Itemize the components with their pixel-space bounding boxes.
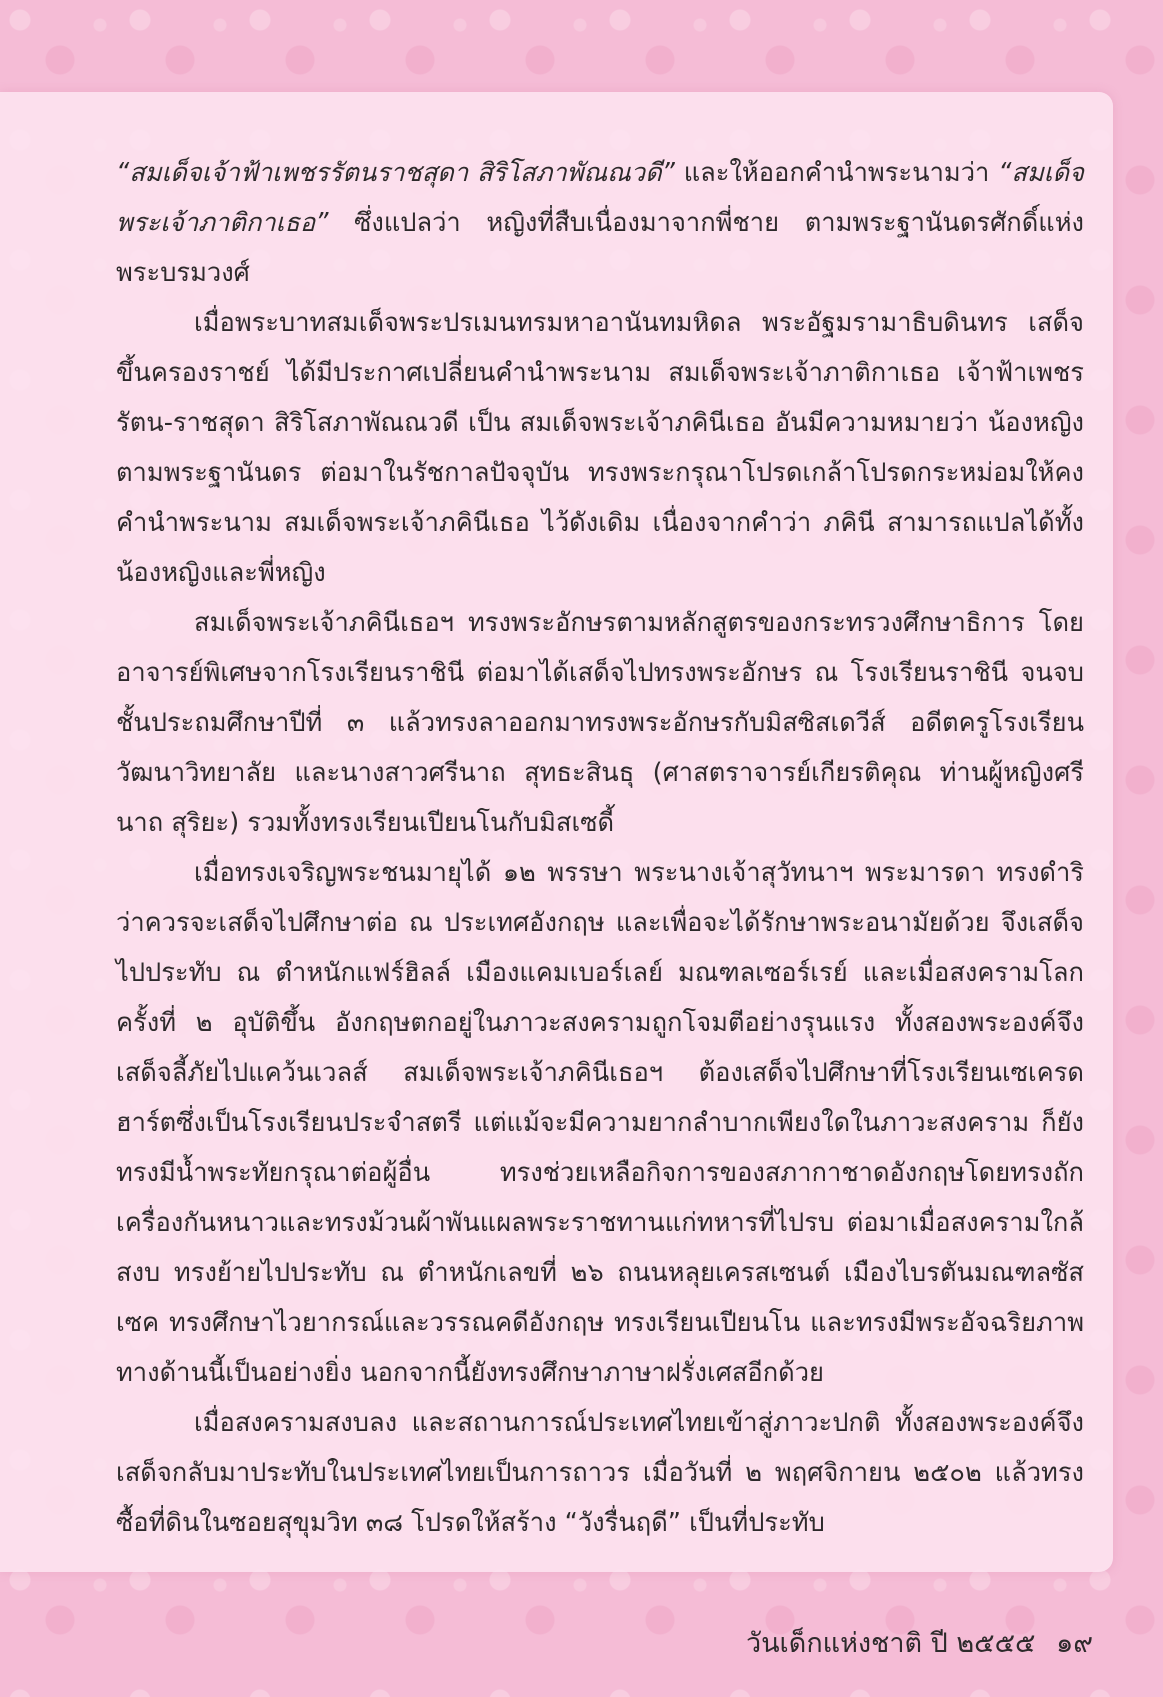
page-number: ๑๙	[1056, 1628, 1093, 1659]
paragraph-1	[116, 148, 1084, 298]
page-footer	[734, 1626, 1093, 1662]
paragraph-3: สมเด็จพระเจ้าภคินีเธอฯ ทรงพระอักษรตามหลักสูตรของกระทรวงศึกษาธิการ โดยอาจารย์พิเศษจากโรงเรียนราชินี ต่อมาได้เสด็จไปทรงพระอักษร ณ โรงเรียนราชินี จนจบชั้นประถมศึกษาปีที่ ๓ แล้วทรงลาออกมาทรงพระอักษรกับมิสซิสเดวีส์ อดีตครูโรงเรียนวัฒนาวิทยาลัย และนางสาวศรีนาถ สุทธะสินธุ (ศาสตราจารย์เกียรติคุณ ท่านผู้หญิงศรีนาถ สุริยะ) รวมทั้งทรงเรียนเปียนโนกับมิสเซดี้	[116, 608, 1084, 838]
paragraph-4: เมื่อทรงเจริญพระชนมายุได้ ๑๒ พรรษา พระนางเจ้าสุวัทนาฯ พระมารดา ทรงดำริว่าควรจะเสด็จไปศึกษาต่อ ณ ประเทศอังกฤษ และเพื่อจะได้รักษาพระอนามัยด้วย จึงเสด็จไปประทับ ณ ตำหนักแฟร์ฮิลล์ เมืองแคมเบอร์เลย์ มณฑลเซอร์เรย์ และเมื่อสงครามโลกครั้งที่ ๒ อุบัติขึ้น อังกฤษตกอยู่ในภาวะสงครามถูกโจมตีอย่างรุนแรง ทั้งสองพระองค์จึงเสด็จลี้ภัยไปแคว้นเวลส์ สมเด็จพระเจ้าภคินีเธอฯ ต้องเสด็จไปศึกษาที่โรงเรียนเซเครดฮาร์ตซึ่งเป็นโรงเรียนประจำสตรี แต่แม้จะมีความยากลำบากเพียงใดในภาวะสงคราม ก็ยังทรงมีน้ำพระทัยกรุณาต่อผู้อื่น ทรงช่วยเหลือกิจการของสภากาชาดอังกฤษโดยทรงถักเครื่องกันหนาวและทรงม้วนผ้าพันแผลพระราชทานแก่ทหารที่ไปรบ ต่อมาเมื่อสงครามใกล้สงบ ทรงย้ายไปประทับ ณ ตำหนักเลขที่ ๒๖ ถนนหลุยเครสเซนต์ เมืองไบรตันมณฑลซัสเซค ทรงศึกษาไวยากรณ์และวรรณคดีอังกฤษ ทรงเรียนเปียนโน และทรงมีพระอัจฉริยภาพทางด้านนี้เป็นอย่างยิ่ง นอกจากนี้ยังทรงศึกษาภาษาฝรั่งเศสอีกด้วย	[116, 858, 1084, 1388]
paragraph-1-text-a: และให้ออกคำนำพระนามว่า	[674, 158, 999, 188]
article-body	[116, 148, 1084, 1548]
footer-title: วันเด็กแห่งชาติ ปี ๒๕๕๕	[745, 1628, 1036, 1659]
honorific-quote: “สมเด็จพระเจ้าภาติกาเธอ”	[116, 158, 1084, 238]
paragraph-5: เมื่อสงครามสงบลง และสถานการณ์ประเทศไทยเข้าสู่ภาวะปกติ ทั้งสองพระองค์จึงเสด็จกลับมาประทับในประเทศไทยเป็นการถาวร เมื่อวันที่ ๒ พฤศจิกายน ๒๕๐๒ แล้วทรงซื้อที่ดินในซอยสุขุมวิท ๓๘ โปรดให้สร้าง “วังรื่นฤดี” เป็นที่ประทับ	[116, 1408, 1084, 1538]
princess-title-quote: “สมเด็จเจ้าฟ้าเพชรรัตนราชสุดา สิริโสภาพัณณวดี”	[116, 158, 675, 188]
paragraph-2: เมื่อพระบาทสมเด็จพระปรเมนทรมหาอานันทมหิดล พระอัฐมรามาธิบดินทร เสด็จขึ้นครองราชย์ ได้มีประกาศเปลี่ยนคำนำพระนาม สมเด็จพระเจ้าภาติกาเธอ เจ้าฟ้าเพชรรัตน-ราชสุดา สิริโสภาพัณณวดี เป็น สมเด็จพระเจ้าภคินีเธอ อันมีความหมายว่า น้องหญิง ตามพระฐานันดร ต่อมาในรัชกาลปัจจุบัน ทรงพระกรุณาโปรดเกล้าโปรดกระหม่อมให้คงคำนำพระนาม สมเด็จพระเจ้าภคินีเธอ ไว้ดังเดิม เนื่องจากคำว่า ภคินี สามารถแปลได้ทั้ง น้องหญิงและพี่หญิง	[116, 308, 1084, 588]
paragraph-1-text-b: ซึ่งแปลว่า หญิงที่สืบเนื่องมาจากพี่ชาย ตามพระฐานันดรศักดิ์แห่งพระบรมวงศ์	[116, 208, 1084, 288]
